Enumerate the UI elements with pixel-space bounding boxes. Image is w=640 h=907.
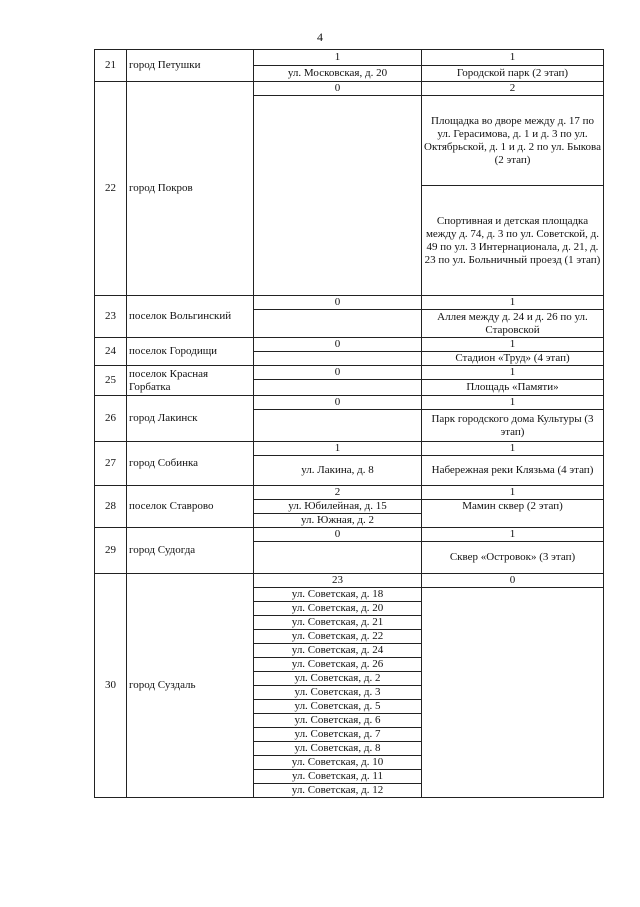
yard-address-empty bbox=[254, 410, 422, 442]
row-number: 30 bbox=[95, 574, 127, 798]
yard-address-empty bbox=[254, 380, 422, 396]
row-number: 22 bbox=[95, 82, 127, 296]
public-count: 1 bbox=[422, 442, 604, 456]
locality-name: город Собинка bbox=[127, 442, 254, 486]
public-count: 1 bbox=[422, 528, 604, 542]
yard-count: 0 bbox=[254, 366, 422, 380]
public-space: Аллея между д. 24 и д. 26 по ул. Старовской bbox=[422, 310, 604, 338]
page-number: 4 bbox=[317, 30, 323, 44]
yard-address: ул. Советская, д. 18 bbox=[254, 588, 422, 602]
public-space: Площадка во дворе между д. 17 по ул. Герасимова, д. 1 и д. 3 по ул. Октябрьской, д. 1 и д. 2 по ул. Быкова (2 этап) bbox=[422, 96, 604, 186]
public-count: 1 bbox=[422, 296, 604, 310]
yard-address: ул. Советская, д. 22 bbox=[254, 630, 422, 644]
yard-address: ул. Советская, д. 8 bbox=[254, 742, 422, 756]
locality-name: поселок Красная Горбатка bbox=[127, 366, 254, 396]
yard-address-empty bbox=[254, 352, 422, 366]
yard-address-empty bbox=[254, 96, 422, 296]
yard-address: ул. Советская, д. 21 bbox=[254, 616, 422, 630]
yard-address: ул. Советская, д. 5 bbox=[254, 700, 422, 714]
public-space: Спортивная и детская площадка между д. 74, д. 3 по ул. Советской, д. 49 по ул. 3 Интернационала, д. 21, д. 23 по ул. Больничный проезд (1 этап) bbox=[422, 186, 604, 296]
locality-name: город Лакинск bbox=[127, 396, 254, 442]
yard-address: ул. Юбилейная, д. 15 bbox=[254, 500, 422, 514]
yard-count: 0 bbox=[254, 296, 422, 310]
public-count: 1 bbox=[422, 338, 604, 352]
public-space: Мамин сквер (2 этап) bbox=[422, 500, 604, 528]
yard-count: 0 bbox=[254, 528, 422, 542]
yard-address: ул. Советская, д. 20 bbox=[254, 602, 422, 616]
row-number: 29 bbox=[95, 528, 127, 574]
public-space: Набережная реки Клязьма (4 этап) bbox=[422, 456, 604, 486]
yard-address: ул. Советская, д. 11 bbox=[254, 770, 422, 784]
public-space: Сквер «Островок» (3 этап) bbox=[422, 542, 604, 574]
row-number: 23 bbox=[95, 296, 127, 338]
row-number: 27 bbox=[95, 442, 127, 486]
public-space: Городской парк (2 этап) bbox=[422, 66, 604, 82]
public-count: 0 bbox=[422, 574, 604, 588]
row-number: 28 bbox=[95, 486, 127, 528]
yard-address: ул. Лакина, д. 8 bbox=[254, 456, 422, 486]
locality-name: поселок Ставрово bbox=[127, 486, 254, 528]
yard-address: ул. Советская, д. 24 bbox=[254, 644, 422, 658]
yard-address: ул. Советская, д. 12 bbox=[254, 784, 422, 798]
yard-count: 0 bbox=[254, 396, 422, 410]
public-count: 2 bbox=[422, 82, 604, 96]
yard-address-empty bbox=[254, 310, 422, 338]
public-space: Стадион «Труд» (4 этап) bbox=[422, 352, 604, 366]
public-count: 1 bbox=[422, 396, 604, 410]
yard-address: ул. Советская, д. 3 bbox=[254, 686, 422, 700]
locality-name: город Покров bbox=[127, 82, 254, 296]
row-number: 26 bbox=[95, 396, 127, 442]
yard-count: 0 bbox=[254, 338, 422, 352]
public-space: Площадь «Памяти» bbox=[422, 380, 604, 396]
yard-address: ул. Советская, д. 6 bbox=[254, 714, 422, 728]
locality-name: поселок Вольгинский bbox=[127, 296, 254, 338]
public-count: 1 bbox=[422, 366, 604, 380]
yard-address-empty bbox=[254, 542, 422, 574]
yard-address: ул. Южная, д. 2 bbox=[254, 514, 422, 528]
yard-address: ул. Советская, д. 26 bbox=[254, 658, 422, 672]
yard-address: ул. Советская, д. 10 bbox=[254, 756, 422, 770]
public-space-empty bbox=[422, 588, 604, 798]
territories-table bbox=[94, 49, 604, 798]
locality-name: город Петушки bbox=[127, 50, 254, 82]
row-number: 24 bbox=[95, 338, 127, 366]
locality-name: город Судогда bbox=[127, 528, 254, 574]
yard-address: ул. Московская, д. 20 bbox=[254, 66, 422, 82]
yard-count: 2 bbox=[254, 486, 422, 500]
yard-count: 23 bbox=[254, 574, 422, 588]
public-count: 1 bbox=[422, 486, 604, 500]
locality-name: город Суздаль bbox=[127, 574, 254, 798]
yard-count: 1 bbox=[254, 50, 422, 66]
row-number: 25 bbox=[95, 366, 127, 396]
yard-address: ул. Советская, д. 2 bbox=[254, 672, 422, 686]
public-space: Парк городского дома Культуры (3 этап) bbox=[422, 410, 604, 442]
locality-name: поселок Городищи bbox=[127, 338, 254, 366]
yard-count: 1 bbox=[254, 442, 422, 456]
row-number: 21 bbox=[95, 50, 127, 82]
yard-count: 0 bbox=[254, 82, 422, 96]
yard-address: ул. Советская, д. 7 bbox=[254, 728, 422, 742]
public-count: 1 bbox=[422, 50, 604, 66]
